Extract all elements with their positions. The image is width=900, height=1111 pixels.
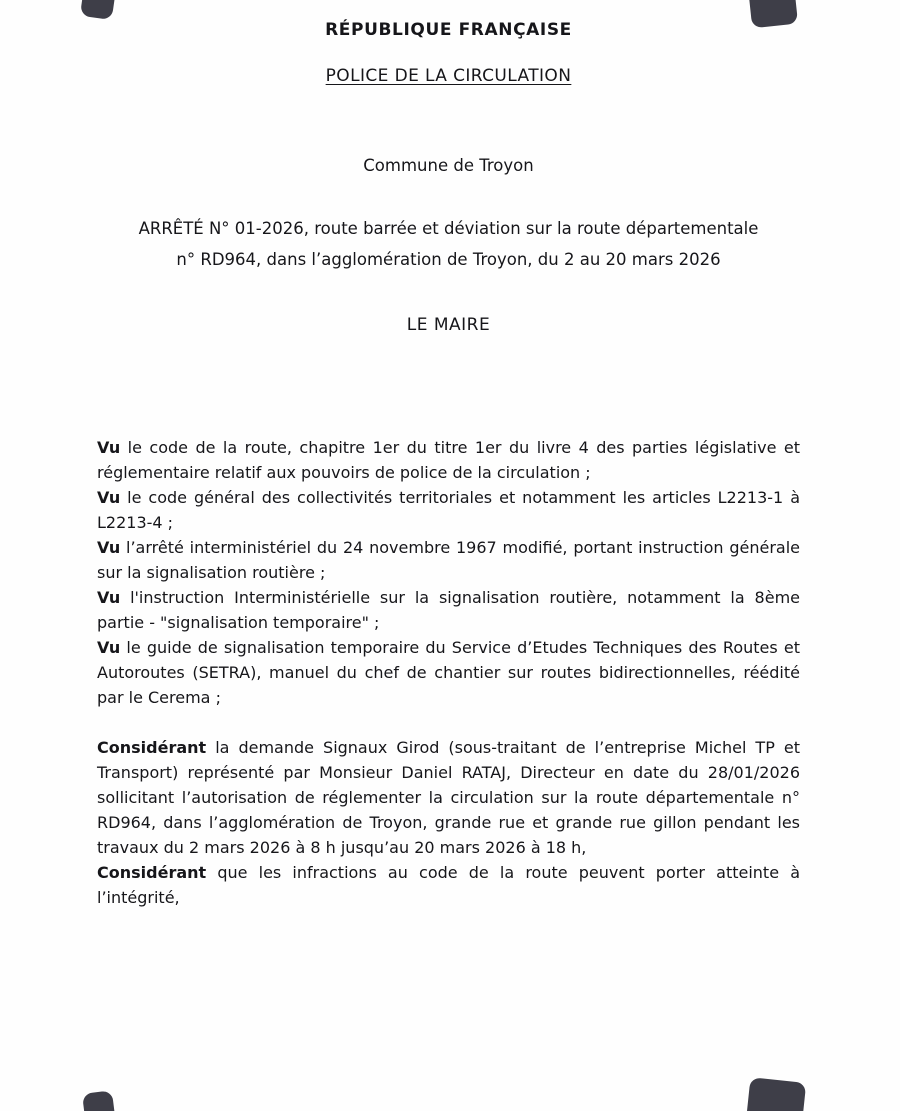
- vu-lead: Vu: [97, 588, 121, 607]
- decree-body: [97, 435, 800, 910]
- vu-block: [97, 435, 800, 710]
- vu-lead: Vu: [97, 438, 121, 457]
- vu-text: l’arrêté interministériel du 24 novembre 1967 modifié, portant instruction générale sur la signalisation routière ;: [97, 538, 800, 582]
- considerant-block: [97, 735, 800, 910]
- service-heading: POLICE DE LA CIRCULATION: [325, 66, 572, 86]
- vu-paragraph: [97, 535, 800, 585]
- vu-paragraph: [97, 635, 800, 710]
- vu-lead: Vu: [97, 538, 121, 557]
- considerant-text: que les infractions au code de la route peuvent porter atteinte à l’intégrité,: [97, 863, 800, 907]
- republic-heading: RÉPUBLIQUE FRANÇAISE: [325, 20, 572, 40]
- commune-line: Commune de Troyon: [363, 156, 534, 175]
- issuer-line: LE MAIRE: [406, 315, 491, 335]
- vu-text: l'instruction Interministérielle sur la signalisation routière, notamment la 8ème partie - "signalisation temporaire" ;: [97, 588, 800, 632]
- vu-paragraph: [97, 585, 800, 635]
- vu-paragraph: [97, 485, 800, 535]
- considerant-lead: Considérant: [97, 863, 207, 882]
- considerant-paragraph: [97, 860, 800, 910]
- vu-text: le code de la route, chapitre 1er du titre 1er du livre 4 des parties législative et réglementaire relatif aux pouvoirs de police de la circulation ;: [97, 438, 800, 482]
- vu-lead: Vu: [97, 488, 121, 507]
- considerant-text: la demande Signaux Girod (sous-traitant de l’entreprise Michel TP et Transport) représenté par Monsieur Daniel RATAJ, Directeur en date du 28/01/2026 sollicitant l’autorisation de réglementer la circulation sur la route départementale n° RD964, dans l’agglomération de Troyon, grande rue et grande rue gillon pendant les travaux du 2 mars 2026 à 8 h jusqu’au 20 mars 2026 à 18 h,: [97, 738, 800, 857]
- considerant-lead: Considérant: [97, 738, 207, 757]
- vu-paragraph: [97, 435, 800, 485]
- decree-title-line2: n° RD964, dans l’agglomération de Troyon, du 2 au 20 mars 2026: [176, 250, 721, 269]
- vu-lead: Vu: [97, 638, 121, 657]
- vu-text: le guide de signalisation temporaire du Service d’Etudes Techniques des Routes et Autoroutes (SETRA), manuel du chef de chantier sur routes bidirectionnelles, réédité par le Cerema ;: [97, 638, 800, 707]
- considerant-paragraph: [97, 735, 800, 860]
- vu-text: le code général des collectivités territoriales et notamment les articles L2213-1 à L2213-4 ;: [97, 488, 800, 532]
- decree-title-line1: ARRÊTÉ N° 01-2026, route barrée et déviation sur la route départementale: [138, 219, 759, 238]
